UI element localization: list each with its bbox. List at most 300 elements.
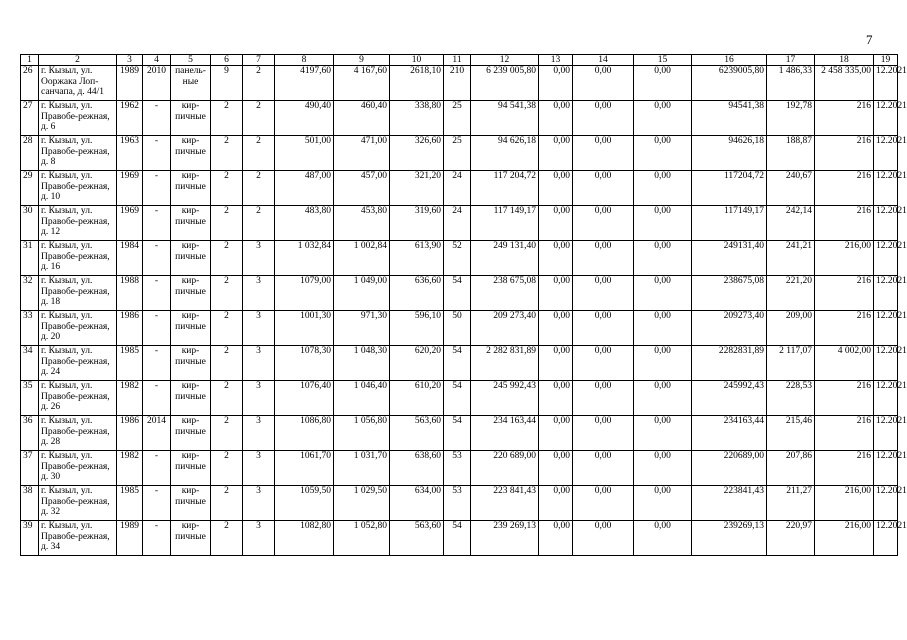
table-cell: 0,00: [573, 66, 634, 101]
table-cell: 2: [211, 206, 243, 241]
table-cell: 1079,00: [275, 276, 334, 311]
table-cell: 94 541,38: [471, 101, 539, 136]
table-cell: 37: [21, 451, 39, 486]
table-cell: 117204,72: [692, 171, 767, 206]
table-cell: -: [143, 521, 171, 556]
table-cell: 28: [21, 136, 39, 171]
table-cell: 501,00: [275, 136, 334, 171]
table-cell: 0,00: [539, 101, 573, 136]
column-header: 11: [444, 55, 471, 66]
table-cell: 12.2021: [874, 381, 898, 416]
table-cell: 27: [21, 101, 39, 136]
column-header: 7: [243, 55, 275, 66]
table-cell: 1 049,00: [334, 276, 390, 311]
table-cell: 2: [243, 206, 275, 241]
table-cell: -: [143, 206, 171, 241]
table-cell: 2 282 831,89: [471, 346, 539, 381]
table-cell: 24: [444, 171, 471, 206]
table-cell: 0,00: [573, 276, 634, 311]
table-cell: -: [143, 486, 171, 521]
table-cell: г. Кызыл, ул. Правобе-режная, д. 24: [39, 346, 117, 381]
table-cell: 54: [444, 346, 471, 381]
table-cell: кир-пичные: [171, 346, 211, 381]
table-cell: г. Кызыл, ул. Правобе-режная, д. 20: [39, 311, 117, 346]
table-cell: 12.2021: [874, 346, 898, 381]
table-cell: 216,00: [815, 486, 874, 521]
column-header: 10: [390, 55, 444, 66]
table-row: [21, 451, 898, 486]
table-cell: -: [143, 241, 171, 276]
table-row: [21, 66, 898, 101]
table-cell: 0,00: [573, 346, 634, 381]
table-cell: 3: [243, 486, 275, 521]
column-header: 4: [143, 55, 171, 66]
table-cell: г. Кызыл, ул. Правобе-режная, д. 8: [39, 136, 117, 171]
table-cell: 2: [211, 311, 243, 346]
table-cell: 3: [243, 451, 275, 486]
table-cell: 0,00: [634, 486, 692, 521]
table-cell: 1963: [117, 136, 143, 171]
table-cell: кир-пичные: [171, 311, 211, 346]
table-cell: 1969: [117, 206, 143, 241]
column-header: 18: [815, 55, 874, 66]
table-cell: 1082,80: [275, 521, 334, 556]
table-cell: кир-пичные: [171, 521, 211, 556]
table-row: [21, 521, 898, 556]
table-cell: 220,97: [767, 521, 815, 556]
table-cell: 234 163,44: [471, 416, 539, 451]
table-cell: 239 269,13: [471, 521, 539, 556]
table-cell: 2010: [143, 66, 171, 101]
table-cell: -: [143, 171, 171, 206]
table-cell: 1 002,84: [334, 241, 390, 276]
table-cell: 610,20: [390, 381, 444, 416]
table-cell: 453,80: [334, 206, 390, 241]
table-cell: 239269,13: [692, 521, 767, 556]
table-cell: 0,00: [573, 521, 634, 556]
table-row: [21, 346, 898, 381]
table-cell: 1985: [117, 346, 143, 381]
table-cell: 0,00: [539, 66, 573, 101]
table-cell: 36: [21, 416, 39, 451]
table-cell: 240,67: [767, 171, 815, 206]
table-cell: 971,30: [334, 311, 390, 346]
table-cell: 487,00: [275, 171, 334, 206]
column-header: 1: [21, 55, 39, 66]
table-cell: 0,00: [573, 101, 634, 136]
table-cell: 1 048,30: [334, 346, 390, 381]
page-number: 7: [866, 32, 873, 47]
table-cell: 471,00: [334, 136, 390, 171]
table-row: [21, 171, 898, 206]
table-cell: 1086,80: [275, 416, 334, 451]
table-cell: 38: [21, 486, 39, 521]
table-cell: 0,00: [539, 136, 573, 171]
table-cell: 4197,60: [275, 66, 334, 101]
table-cell: 220689,00: [692, 451, 767, 486]
table-cell: 216: [815, 381, 874, 416]
table-cell: 1986: [117, 311, 143, 346]
table-cell: 1989: [117, 66, 143, 101]
table-cell: 94626,18: [692, 136, 767, 171]
table-cell: 9: [211, 66, 243, 101]
table-cell: 215,46: [767, 416, 815, 451]
table-cell: 0,00: [539, 206, 573, 241]
table-cell: 216: [815, 136, 874, 171]
table-cell: кир-пичные: [171, 206, 211, 241]
column-header: 19: [874, 55, 898, 66]
table-cell: 338,80: [390, 101, 444, 136]
table-cell: 638,60: [390, 451, 444, 486]
column-header: 16: [692, 55, 767, 66]
table-cell: 12.2021: [874, 276, 898, 311]
table-cell: 216: [815, 171, 874, 206]
table-cell: 25: [444, 101, 471, 136]
table-cell: 0,00: [573, 136, 634, 171]
table-cell: 0,00: [539, 241, 573, 276]
table-cell: 2: [211, 171, 243, 206]
table-cell: -: [143, 381, 171, 416]
table-cell: 216: [815, 276, 874, 311]
table-cell: 216: [815, 206, 874, 241]
table-cell: 216,00: [815, 521, 874, 556]
table-cell: 0,00: [539, 416, 573, 451]
table-cell: 1988: [117, 276, 143, 311]
table-row: [21, 381, 898, 416]
table-cell: 2: [211, 416, 243, 451]
table-cell: 0,00: [539, 346, 573, 381]
table-cell: 0,00: [539, 451, 573, 486]
table-cell: г. Кызыл, ул. Правобе-режная, д. 10: [39, 171, 117, 206]
table-cell: кир-пичные: [171, 416, 211, 451]
table-cell: 26: [21, 66, 39, 101]
table-cell: 1 031,70: [334, 451, 390, 486]
table-cell: г. Кызыл, ул. Ооржака Лоп-санчапа, д. 44/1: [39, 66, 117, 101]
table-cell: 634,00: [390, 486, 444, 521]
table-cell: 0,00: [634, 66, 692, 101]
table-cell: 2 458 335,00: [815, 66, 874, 101]
table-cell: кир-пичные: [171, 451, 211, 486]
table-cell: 613,90: [390, 241, 444, 276]
table-cell: 31: [21, 241, 39, 276]
table-cell: 1001,30: [275, 311, 334, 346]
table-cell: 2: [211, 451, 243, 486]
table-cell: 216: [815, 416, 874, 451]
table-cell: 3: [243, 346, 275, 381]
table-cell: 2: [211, 276, 243, 311]
table-cell: 4 002,00: [815, 346, 874, 381]
table-cell: 0,00: [634, 521, 692, 556]
column-header: 5: [171, 55, 211, 66]
table-cell: 54: [444, 276, 471, 311]
table-cell: 0,00: [573, 486, 634, 521]
table-cell: 216,00: [815, 241, 874, 276]
table-cell: 0,00: [539, 381, 573, 416]
table-row: [21, 136, 898, 171]
table-cell: 460,40: [334, 101, 390, 136]
table-cell: кир-пичные: [171, 101, 211, 136]
table-header-row: [21, 55, 898, 66]
column-header: 3: [117, 55, 143, 66]
table-cell: 53: [444, 486, 471, 521]
table-cell: 39: [21, 521, 39, 556]
table-cell: 483,80: [275, 206, 334, 241]
table-cell: 234163,44: [692, 416, 767, 451]
table-cell: 245992,43: [692, 381, 767, 416]
table-cell: 2282831,89: [692, 346, 767, 381]
table-cell: 0,00: [634, 311, 692, 346]
table-cell: 2: [243, 171, 275, 206]
table-row: [21, 416, 898, 451]
table-cell: 321,20: [390, 171, 444, 206]
table-cell: г. Кызыл, ул. Правобе-режная, д. 6: [39, 101, 117, 136]
table-row: [21, 311, 898, 346]
table-cell: 0,00: [573, 416, 634, 451]
table-cell: 32: [21, 276, 39, 311]
table-cell: -: [143, 346, 171, 381]
table-cell: 1 046,40: [334, 381, 390, 416]
table-cell: г. Кызыл, ул. Правобе-режная, д. 16: [39, 241, 117, 276]
table-cell: кир-пичные: [171, 381, 211, 416]
table-cell: 54: [444, 521, 471, 556]
table-cell: 2: [211, 241, 243, 276]
table-cell: 2: [211, 381, 243, 416]
table-cell: 216: [815, 311, 874, 346]
table-cell: 1078,30: [275, 346, 334, 381]
table-cell: 2: [211, 136, 243, 171]
table-cell: 2: [211, 486, 243, 521]
table-cell: кир-пичные: [171, 241, 211, 276]
table-cell: 12.2021: [874, 416, 898, 451]
table-row: [21, 241, 898, 276]
column-header: 17: [767, 55, 815, 66]
table-cell: 2014: [143, 416, 171, 451]
table-cell: 238 675,08: [471, 276, 539, 311]
table-cell: 0,00: [573, 311, 634, 346]
table-cell: 563,60: [390, 521, 444, 556]
table-cell: 0,00: [634, 451, 692, 486]
table-cell: 12.2021: [874, 101, 898, 136]
table-cell: 30: [21, 206, 39, 241]
table-cell: 3: [243, 381, 275, 416]
table-cell: г. Кызыл, ул. Правобе-режная, д. 34: [39, 521, 117, 556]
table-cell: 25: [444, 136, 471, 171]
table-cell: 117 149,17: [471, 206, 539, 241]
table-cell: 0,00: [539, 171, 573, 206]
table-cell: г. Кызыл, ул. Правобе-режная, д. 28: [39, 416, 117, 451]
table-cell: 0,00: [634, 136, 692, 171]
table-cell: 2: [243, 136, 275, 171]
table-cell: -: [143, 101, 171, 136]
table-cell: 1984: [117, 241, 143, 276]
table-cell: кир-пичные: [171, 171, 211, 206]
table-cell: 188,87: [767, 136, 815, 171]
column-header: 9: [334, 55, 390, 66]
table-cell: 12.2021: [874, 136, 898, 171]
table-cell: г. Кызыл, ул. Правобе-режная, д. 26: [39, 381, 117, 416]
table-cell: 0,00: [634, 241, 692, 276]
table-cell: 620,20: [390, 346, 444, 381]
table-row: [21, 101, 898, 136]
table-cell: 0,00: [634, 416, 692, 451]
table-cell: г. Кызыл, ул. Правобе-режная, д. 30: [39, 451, 117, 486]
table-cell: 4 167,60: [334, 66, 390, 101]
table-cell: 1059,50: [275, 486, 334, 521]
table-cell: 94541,38: [692, 101, 767, 136]
table-cell: 3: [243, 416, 275, 451]
table-cell: 220 689,00: [471, 451, 539, 486]
table-cell: 563,60: [390, 416, 444, 451]
table-cell: 1 032,84: [275, 241, 334, 276]
table-cell: 2618,10: [390, 66, 444, 101]
table-cell: 54: [444, 381, 471, 416]
table-cell: 0,00: [573, 241, 634, 276]
table-cell: 457,00: [334, 171, 390, 206]
table-cell: 3: [243, 311, 275, 346]
table-row: [21, 276, 898, 311]
table-cell: 2: [211, 521, 243, 556]
table-cell: 0,00: [573, 451, 634, 486]
table-cell: г. Кызыл, ул. Правобе-режная, д. 18: [39, 276, 117, 311]
table-cell: 53: [444, 451, 471, 486]
table-cell: 216: [815, 451, 874, 486]
table-cell: 221,20: [767, 276, 815, 311]
table-cell: 3: [243, 276, 275, 311]
table-cell: г. Кызыл, ул. Правобе-режная, д. 32: [39, 486, 117, 521]
table-cell: 210: [444, 66, 471, 101]
table-cell: 1061,70: [275, 451, 334, 486]
table-cell: кир-пичные: [171, 486, 211, 521]
table-cell: 0,00: [634, 171, 692, 206]
table-cell: 238675,08: [692, 276, 767, 311]
table-cell: кир-пичные: [171, 276, 211, 311]
table-cell: 249131,40: [692, 241, 767, 276]
column-header: 15: [634, 55, 692, 66]
table-cell: 0,00: [634, 381, 692, 416]
table-cell: 209 273,40: [471, 311, 539, 346]
table-cell: 1076,40: [275, 381, 334, 416]
table-cell: 1962: [117, 101, 143, 136]
table-cell: 12.2021: [874, 311, 898, 346]
table-cell: 241,21: [767, 241, 815, 276]
table-cell: 192,78: [767, 101, 815, 136]
table-row: [21, 486, 898, 521]
table-cell: 3: [243, 521, 275, 556]
column-header: 2: [39, 55, 117, 66]
table-cell: 1 029,50: [334, 486, 390, 521]
table-cell: 33: [21, 311, 39, 346]
table-cell: г. Кызыл, ул. Правобе-режная, д. 12: [39, 206, 117, 241]
table-cell: 216: [815, 101, 874, 136]
table-cell: 29: [21, 171, 39, 206]
table-cell: 326,60: [390, 136, 444, 171]
table-cell: 12.2021: [874, 66, 898, 101]
table-cell: 24: [444, 206, 471, 241]
table-cell: 2: [211, 346, 243, 381]
table-cell: -: [143, 276, 171, 311]
table-cell: 1985: [117, 486, 143, 521]
table-cell: 6239005,80: [692, 66, 767, 101]
table-cell: 0,00: [573, 171, 634, 206]
table-cell: 35: [21, 381, 39, 416]
table-cell: 52: [444, 241, 471, 276]
table-cell: 209273,40: [692, 311, 767, 346]
table-cell: 94 626,18: [471, 136, 539, 171]
table-cell: 2 117,07: [767, 346, 815, 381]
table-cell: -: [143, 311, 171, 346]
table-cell: 636,60: [390, 276, 444, 311]
table-cell: 2: [211, 101, 243, 136]
table-cell: 12.2021: [874, 486, 898, 521]
table-cell: 211,27: [767, 486, 815, 521]
table-cell: 34: [21, 346, 39, 381]
table-cell: 319,60: [390, 206, 444, 241]
table-cell: 223841,43: [692, 486, 767, 521]
housing-table: [20, 54, 907, 556]
table-cell: 12.2021: [874, 451, 898, 486]
table-cell: 223 841,43: [471, 486, 539, 521]
table-cell: 117149,17: [692, 206, 767, 241]
table-cell: 0,00: [539, 486, 573, 521]
table-cell: 1 486,33: [767, 66, 815, 101]
table-cell: 490,40: [275, 101, 334, 136]
column-header: 6: [211, 55, 243, 66]
column-header: 12: [471, 55, 539, 66]
table-cell: 0,00: [539, 276, 573, 311]
table-cell: 12.2021: [874, 206, 898, 241]
table-cell: 50: [444, 311, 471, 346]
column-header: 8: [275, 55, 334, 66]
table-cell: 596,10: [390, 311, 444, 346]
table-cell: 0,00: [539, 311, 573, 346]
table-cell: 117 204,72: [471, 171, 539, 206]
table-cell: 54: [444, 416, 471, 451]
table-cell: панель-ные: [171, 66, 211, 101]
table-cell: 0,00: [634, 276, 692, 311]
table-cell: 2: [243, 66, 275, 101]
table-cell: 249 131,40: [471, 241, 539, 276]
table-cell: 1 052,80: [334, 521, 390, 556]
table-cell: 12.2021: [874, 521, 898, 556]
table-cell: 1986: [117, 416, 143, 451]
table-cell: -: [143, 451, 171, 486]
table-cell: кир-пичные: [171, 136, 211, 171]
table-cell: 0,00: [634, 101, 692, 136]
table-cell: 1982: [117, 451, 143, 486]
table-cell: 12.2021: [874, 241, 898, 276]
table-row: [21, 206, 898, 241]
table-cell: 0,00: [634, 346, 692, 381]
table-cell: 3: [243, 241, 275, 276]
column-header: 14: [573, 55, 634, 66]
table-cell: 0,00: [634, 206, 692, 241]
table-cell: -: [143, 136, 171, 171]
table-cell: 6 239 005,80: [471, 66, 539, 101]
table-cell: 245 992,43: [471, 381, 539, 416]
table-cell: 228,53: [767, 381, 815, 416]
table-cell: 0,00: [573, 206, 634, 241]
table-cell: 209,00: [767, 311, 815, 346]
table-cell: 1 056,80: [334, 416, 390, 451]
table-cell: 0,00: [539, 521, 573, 556]
table-cell: 1989: [117, 521, 143, 556]
table-cell: 1982: [117, 381, 143, 416]
table-cell: 2: [243, 101, 275, 136]
table-cell: 207,86: [767, 451, 815, 486]
column-header: 13: [539, 55, 573, 66]
table-cell: 12.2021: [874, 171, 898, 206]
table-cell: 0,00: [573, 381, 634, 416]
